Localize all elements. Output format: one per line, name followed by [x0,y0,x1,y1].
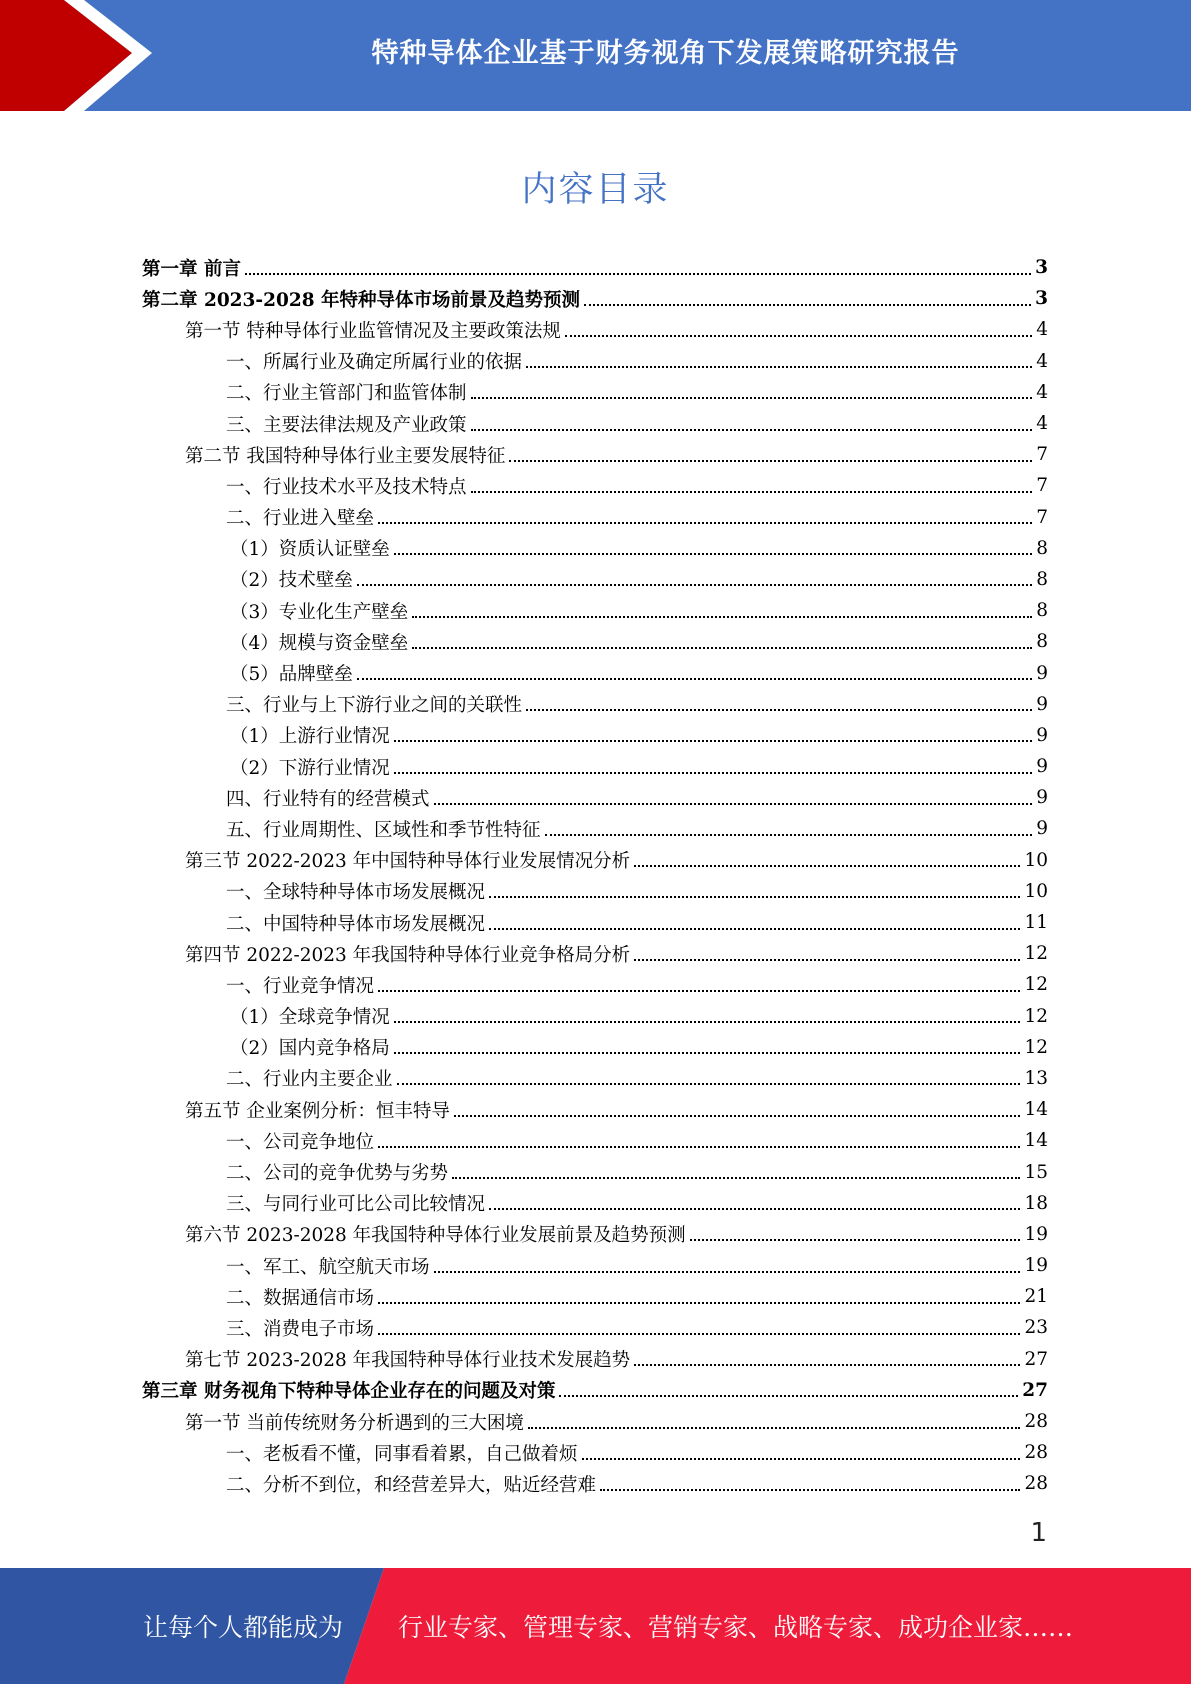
toc-entry[interactable] [230,533,1048,564]
toc-entry-page: 8 [1036,537,1048,559]
toc-entry[interactable] [226,1250,1048,1281]
toc-entry-page: 10 [1024,849,1048,871]
toc-entry-label: （5）品牌壁垒 [230,664,353,686]
toc-entry[interactable] [230,564,1048,595]
toc-entry[interactable] [185,314,1048,345]
toc-entry[interactable] [226,1125,1048,1156]
toc-entry-page: 19 [1024,1255,1048,1277]
toc-entry-page: 9 [1036,662,1048,684]
toc-entry-page: 3 [1035,257,1048,279]
toc-leader-dots [378,1146,1020,1148]
toc-leader-dots [412,647,1032,649]
toc-entry[interactable] [226,813,1048,844]
toc-leader-dots [600,1489,1020,1491]
toc-leader-dots [528,1427,1021,1429]
toc-entry-label: 一、行业竞争情况 [226,975,375,997]
toc-entry-page: 12 [1024,1036,1048,1058]
toc-entry[interactable] [230,657,1048,688]
toc-entry[interactable] [226,1188,1048,1219]
toc-leader-dots [378,522,1032,524]
toc-entry-label: （2）国内竞争格局 [230,1038,390,1060]
toc-entry-label: 一、行业技术水平及技术特点 [226,476,467,498]
toc-entry-page: 13 [1024,1067,1048,1089]
toc-leader-dots [559,1395,1018,1397]
toc-leader-dots [357,678,1032,680]
toc-entry-page: 28 [1024,1442,1048,1464]
toc-leader-dots [434,1271,1021,1273]
toc-entry[interactable] [185,1219,1048,1250]
toc-entry-page: 19 [1024,1223,1048,1245]
toc-entry-page: 8 [1036,631,1048,653]
toc-entry-label: 二、分析不到位，和经营差异大，贴近经营难 [226,1474,597,1496]
toc-entry-label: （1）全球竞争情况 [230,1007,390,1029]
toc-entry[interactable] [226,1312,1048,1343]
toc-entry-label: 二、行业内主要企业 [226,1069,393,1091]
toc-entry-page: 4 [1036,413,1048,435]
toc-entry-label: 第二节 我国特种导体行业主要发展特征 [185,445,506,467]
toc-entry-label: 二、行业进入壁垒 [226,508,375,530]
toc-entry-label: 一、公司竞争地位 [226,1131,375,1153]
toc-entry-label: 第一节 当前传统财务分析遇到的三大困境 [185,1412,524,1434]
toc-entry[interactable] [226,408,1048,439]
toc-entry[interactable] [185,1094,1048,1125]
toc-entry-label: 二、数据通信市场 [226,1287,375,1309]
toc-entry-label: 一、军工、航空航天市场 [226,1256,430,1278]
toc-entry[interactable] [226,346,1048,377]
report-title: 特种导体企业基于财务视角下发展策略研究报告 [371,37,960,69]
toc-entry[interactable] [185,845,1048,876]
toc-entry[interactable] [142,1375,1048,1406]
header-banner [0,0,1191,111]
toc-leader-dots [357,584,1032,586]
toc-entry[interactable] [226,1063,1048,1094]
toc-entry-page: 11 [1024,912,1048,934]
toc-entry-page: 27 [1024,1348,1048,1370]
toc-entry[interactable] [226,1281,1048,1312]
toc-entry[interactable] [142,283,1048,314]
toc-entry[interactable] [226,907,1048,938]
toc-entry-label: 一、老板看不懂，同事看着累，自己做着烦 [226,1443,578,1465]
toc-entry-page: 15 [1024,1161,1048,1183]
toc-entry-label: 一、所属行业及确定所属行业的依据 [226,352,523,374]
toc-leader-dots [634,865,1020,867]
toc-leader-dots [634,1364,1020,1366]
toc-leader-dots [394,1052,1021,1054]
toc-entry[interactable] [226,782,1048,813]
toc-entry-label: （2）下游行业情况 [230,757,390,779]
toc-entry-page: 14 [1024,1130,1048,1152]
toc-entry-label: 第二章 2023-2028 年特种导体市场前景及趋势预测 [142,289,581,311]
toc-entry[interactable] [185,938,1048,969]
toc-entry[interactable] [226,1468,1048,1499]
toc-entry[interactable] [226,470,1048,501]
toc-entry[interactable] [226,1156,1048,1187]
toc-entry-label: 三、主要法律法规及产业政策 [226,414,467,436]
toc-entry[interactable] [230,626,1048,657]
toc-leader-dots [489,1208,1020,1210]
toc-entry-page: 4 [1036,381,1048,403]
toc-leader-dots [434,803,1033,805]
toc-entry-label: （3）专业化生产壁垒 [230,601,409,623]
toc-entry-page: 23 [1024,1317,1048,1339]
toc-entry-label: 第三节 2022-2023 年中国特种导体行业发展情况分析 [185,851,631,873]
toc-entry-page: 3 [1035,288,1048,310]
toc-entry[interactable] [226,1437,1048,1468]
toc-entry-page: 9 [1036,693,1048,715]
toc-entry-page: 28 [1024,1411,1048,1433]
toc-entry-page: 9 [1036,818,1048,840]
footer-slogan-right: 行业专家、管理专家、营销专家、战略专家、成功企业家…… [398,1613,1074,1642]
toc-entry-label: 一、全球特种导体市场发展概况 [226,882,486,904]
toc-entry-label: 第五节 企业案例分析：恒丰特导 [185,1100,450,1122]
toc-entry-label: 二、行业主管部门和监管体制 [226,383,467,405]
toc-entry[interactable] [230,1001,1048,1032]
toc-leader-dots [471,397,1033,399]
toc-entry[interactable] [230,720,1048,751]
toc-entry-page: 8 [1036,568,1048,590]
toc-leader-dots [489,928,1020,930]
toc-leader-dots [412,616,1032,618]
toc-entry-label: 四、行业特有的经营模式 [226,788,430,810]
toc-entry-label: 三、与同行业可比公司比较情况 [226,1194,486,1216]
toc-leader-dots [489,896,1020,898]
toc-entry[interactable] [230,595,1048,626]
toc-entry-page: 12 [1024,974,1048,996]
toc-entry-page: 4 [1036,350,1048,372]
toc-entry-page: 9 [1036,724,1048,746]
toc-entry[interactable] [142,252,1048,283]
toc-entry-label: 第六节 2023-2028 年我国特种导体行业发展前景及趋势预测 [185,1225,686,1247]
table-of-contents [0,252,1191,1500]
toc-entry-page: 21 [1024,1286,1048,1308]
toc-entry[interactable] [226,377,1048,408]
toc-leader-dots [245,273,1031,275]
toc-entry-page: 7 [1036,506,1048,528]
toc-leader-dots [509,460,1032,462]
toc-entry-label: 二、中国特种导体市场发展概况 [226,913,486,935]
toc-leader-dots [454,1115,1021,1117]
toc-entry-page: 8 [1036,600,1048,622]
toc-entry-label: 第一章 前言 [142,258,241,280]
toc-entry-page: 7 [1036,475,1048,497]
toc-entry-page: 9 [1036,756,1048,778]
toc-entry[interactable] [226,876,1048,907]
toc-leader-dots [471,491,1033,493]
toc-leader-dots [452,1177,1020,1179]
toc-leader-dots [394,740,1032,742]
toc-entry-page: 12 [1024,943,1048,965]
toc-entry-page: 28 [1024,1473,1048,1495]
footer-banner [0,1568,1191,1684]
toc-entry[interactable] [185,1406,1048,1437]
toc-entry[interactable] [185,439,1048,470]
toc-entry-page: 12 [1024,1005,1048,1027]
toc-entry[interactable] [185,1344,1048,1375]
toc-entry[interactable] [226,502,1048,533]
toc-entry-label: 第三章 财务视角下特种导体企业存在的问题及对策 [142,1381,556,1403]
toc-entry-label: 第一节 特种导体行业监管情况及主要政策法规 [185,320,561,342]
toc-entry-page: 14 [1024,1099,1048,1121]
toc-leader-dots [378,1333,1020,1335]
toc-leader-dots [582,1458,1021,1460]
toc-entry-label: （2）技术壁垒 [230,570,353,592]
toc-entry-label: 三、行业与上下游行业之间的关联性 [226,695,523,717]
toc-entry-label: （4）规模与资金壁垒 [230,632,409,654]
footer-slogan-left: 让每个人都能成为 [143,1613,344,1642]
toc-leader-dots [394,1021,1021,1023]
toc-leader-dots [565,335,1032,337]
toc-leader-dots [397,1083,1021,1085]
toc-entry-page: 18 [1024,1192,1048,1214]
toc-entry-page: 9 [1036,787,1048,809]
toc-leader-dots [378,1302,1020,1304]
toc-leader-dots [584,304,1031,306]
toc-entry-page: 27 [1022,1379,1048,1401]
toc-entry[interactable] [230,1032,1048,1063]
toc-leader-dots [378,990,1020,992]
toc-leader-dots [526,366,1032,368]
toc-leader-dots [394,553,1032,555]
toc-entry[interactable] [226,689,1048,720]
toc-leader-dots [526,709,1032,711]
toc-leader-dots [545,834,1033,836]
toc-leader-dots [471,429,1033,431]
toc-heading: 内容目录 [521,170,670,210]
toc-entry-label: 二、公司的竞争优势与劣势 [226,1163,449,1185]
page-number: 1 [1030,1518,1047,1548]
toc-entry[interactable] [226,969,1048,1000]
toc-leader-dots [690,1239,1021,1241]
toc-entry[interactable] [230,751,1048,782]
toc-entry-page: 10 [1024,880,1048,902]
toc-leader-dots [634,959,1020,961]
toc-leader-dots [394,772,1032,774]
toc-entry-label: 第七节 2023-2028 年我国特种导体行业技术发展趋势 [185,1350,631,1372]
toc-entry-label: 三、消费电子市场 [226,1318,375,1340]
toc-entry-label: （1）资质认证壁垒 [230,539,390,561]
toc-entry-label: 五、行业周期性、区域性和季节性特征 [226,819,541,841]
toc-entry-page: 4 [1036,319,1048,341]
toc-entry-label: （1）上游行业情况 [230,726,390,748]
toc-entry-label: 第四节 2022-2023 年我国特种导体行业竞争格局分析 [185,944,631,966]
toc-entry-page: 7 [1036,444,1048,466]
